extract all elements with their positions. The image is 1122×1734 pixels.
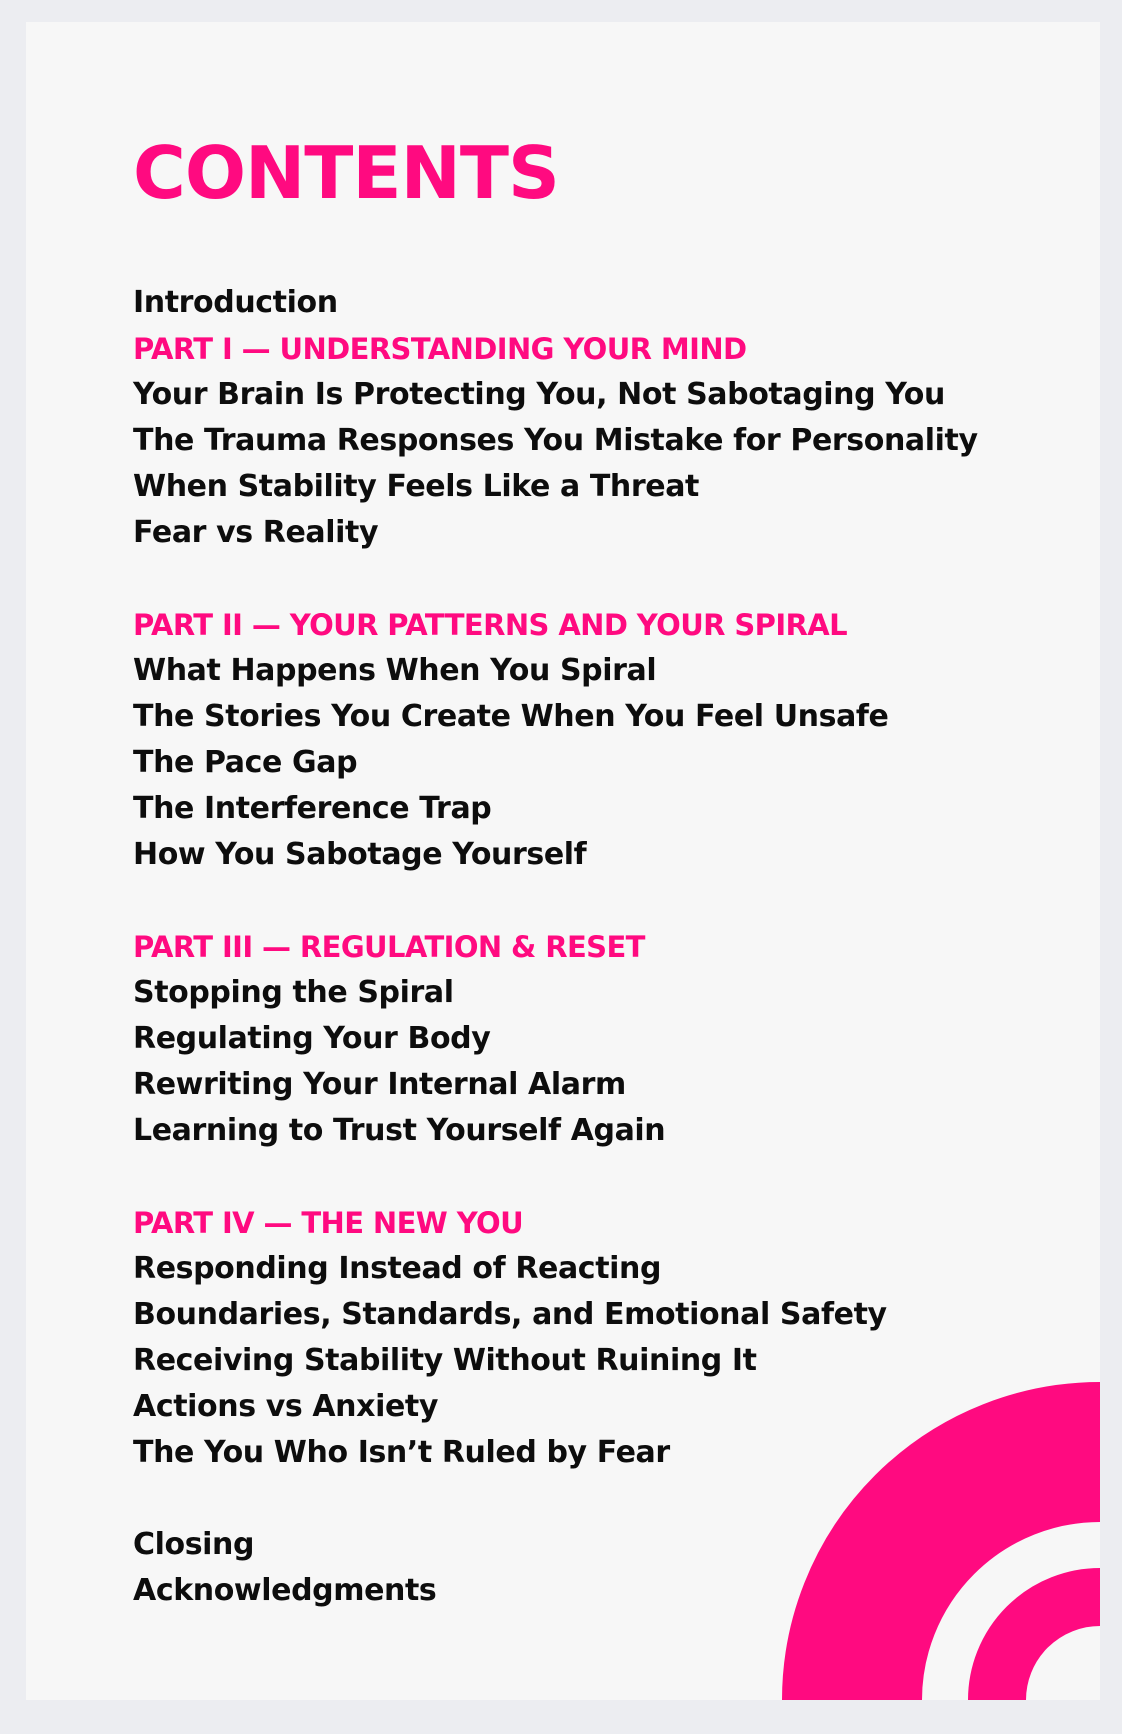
chapter-entry: Receiving Stability Without Ruining It [133,1343,757,1378]
contents-page [26,22,1100,1700]
chapter-entry: Rewriting Your Internal Alarm [133,1067,626,1102]
chapter-entry: The Pace Gap [133,745,358,780]
chapter-entry: Acknowledgments [133,1573,437,1608]
chapter-entry: The Stories You Create When You Feel Unsafe [133,699,889,734]
chapter-entry: Stopping the Spiral [133,975,454,1010]
chapter-entry: Introduction [133,285,338,320]
chapter-entry: Actions vs Anxiety [133,1389,439,1424]
chapter-entry: The You Who Isn’t Ruled by Fear [133,1435,670,1470]
part-heading: PART I — UNDERSTANDING YOUR MIND [133,332,747,366]
chapter-entry: When Stability Feels Like a Threat [133,469,699,504]
chapter-entry: The Interference Trap [133,791,492,826]
chapter-entry: Responding Instead of Reacting [133,1251,662,1286]
chapter-entry: The Trauma Responses You Mistake for Personality [133,423,978,458]
corner-arc-decoration [26,22,1100,1700]
chapter-entry: What Happens When You Spiral [133,653,657,688]
chapter-entry: Boundaries, Standards, and Emotional Safety [133,1297,887,1332]
part-heading: PART II — YOUR PATTERNS AND YOUR SPIRAL [133,608,847,642]
chapter-entry: Fear vs Reality [133,515,379,550]
chapter-entry: Your Brain Is Protecting You, Not Sabotaging You [133,377,945,412]
part-heading: PART IV — THE NEW YOU [133,1206,524,1240]
chapter-entry: Regulating Your Body [133,1021,491,1056]
page-title: CONTENTS [133,131,559,215]
chapter-entry: How You Sabotage Yourself [133,837,587,872]
chapter-entry: Learning to Trust Yourself Again [133,1113,666,1148]
part-heading: PART III — REGULATION & RESET [133,930,645,964]
inner-arc [997,1597,1100,1700]
chapter-entry: Closing [133,1527,255,1562]
